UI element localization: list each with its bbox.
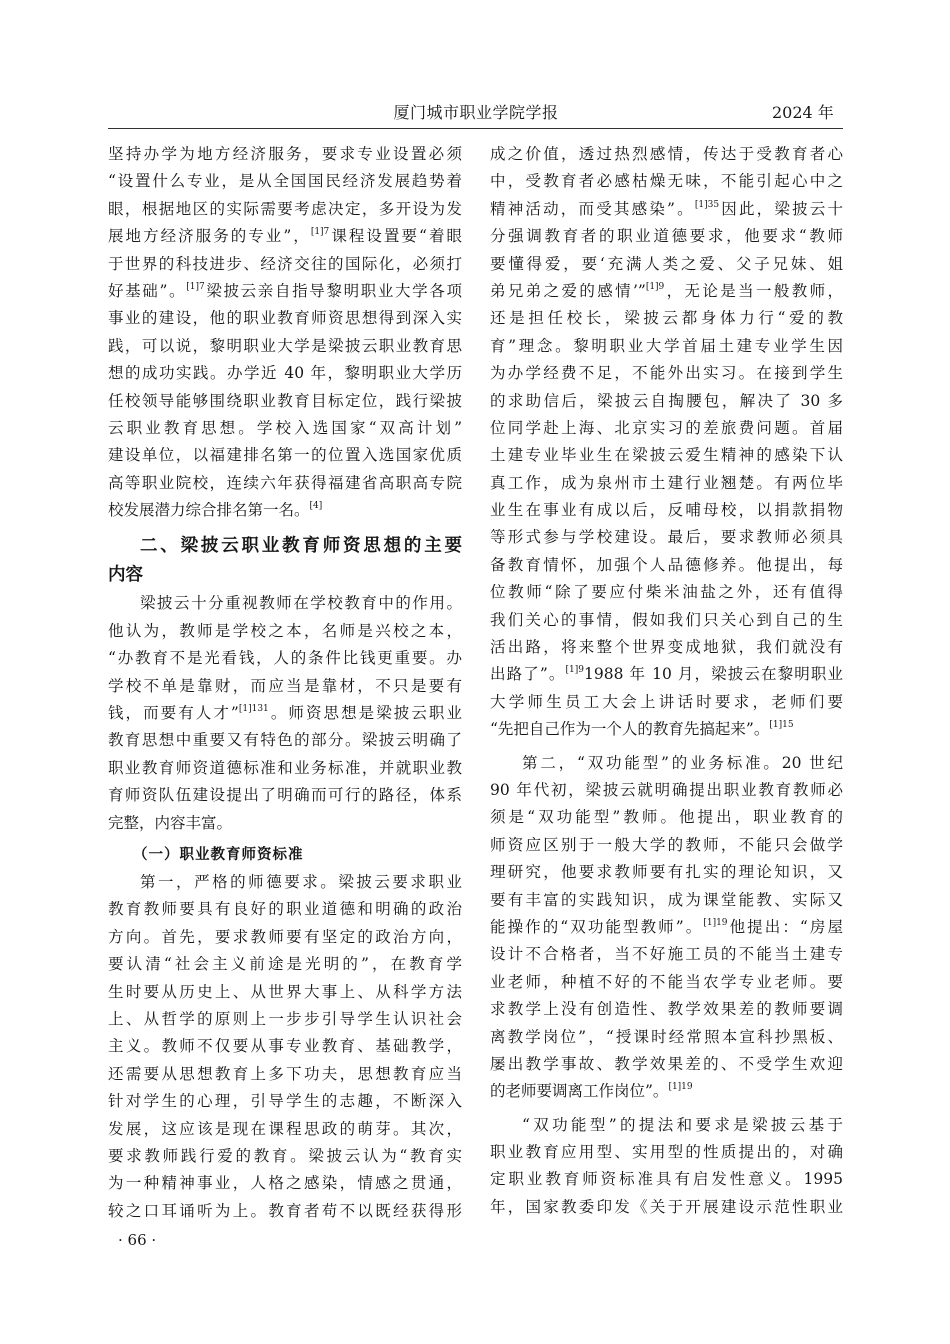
text-run: 要求教师践行爱的教育。梁披云认为“教育实 <box>108 1146 462 1165</box>
text-run: 较之口耳诵听为上。教育者苟不以既经获得形 <box>108 1201 462 1220</box>
citation-superscript: [1]7 <box>186 281 205 292</box>
text-line <box>108 333 462 360</box>
text-line <box>108 755 462 782</box>
text-line <box>108 869 462 896</box>
text-run: 上、从哲学的原则上一步步引导学生认识社会 <box>108 1009 462 1028</box>
text-line <box>490 887 843 914</box>
text-run: 课程设置要“着眼 <box>329 227 462 246</box>
text-line <box>108 782 462 809</box>
text-line <box>108 673 462 700</box>
text-run: 生时要从历史上、从世界大事上、从科学方法 <box>108 982 462 1001</box>
text-line <box>490 750 843 777</box>
text-line <box>108 1143 462 1170</box>
text-line <box>490 1139 843 1166</box>
left-column <box>108 141 462 1225</box>
text-line <box>490 1112 843 1139</box>
text-line <box>490 661 843 688</box>
text-run: 坚持办学为地方经济服务，要求专业设置必须 <box>108 145 462 163</box>
text-line <box>490 914 843 941</box>
text-run: 育”理念。黎明职业大学首届土建专业学生因 <box>490 336 843 355</box>
text-run: “设置什么专业，是从全国国民经济发展趋势着 <box>108 172 462 191</box>
text-line <box>490 1051 843 1078</box>
text-run: 职业教育师资道德标准和业务标准，并就职业教 <box>108 758 462 777</box>
text-run: “先把自己作为一个人的教育先搞起来”。 <box>490 720 770 739</box>
text-run: 位同学赴上海、北京实习的差旅费问题。首届 <box>490 418 843 437</box>
subsection-heading <box>108 841 462 869</box>
text-line <box>108 1033 462 1060</box>
text-run: 高等职业院校，连续六年获得福建省高职高专院 <box>108 473 462 492</box>
text-line <box>490 470 843 497</box>
citation-superscript: [1]19 <box>668 1082 693 1093</box>
text-run: 师资应区别于一般大学的教师，不能只会做学 <box>490 835 843 854</box>
text-run: 展地方经济服务的专业”， <box>108 227 311 246</box>
text-run: 的老师要调离工作岗位”。 <box>490 1082 669 1101</box>
text-run: 还是担任校长，梁披云都身体力行“爱的教 <box>490 309 843 328</box>
text-run: 业老师，种植不好的不能当农学专业老师。要 <box>490 972 843 991</box>
text-line <box>490 1166 843 1193</box>
text-line <box>490 804 843 831</box>
text-line <box>490 634 843 661</box>
section-heading <box>108 532 462 590</box>
text-run: 育师资队伍建设提出了明确而可行的路径，体系 <box>108 786 462 805</box>
text-run: 为一种精神事业，人格之感染，情感之贯通， <box>108 1174 462 1193</box>
text-run: “双功能型”的提法和要求是梁披云基于 <box>522 1115 843 1134</box>
text-line <box>490 278 843 305</box>
text-run: 理研究，他要求教师要有扎实的理论知识，又 <box>490 863 843 882</box>
journal-year: 2024 年 <box>772 103 834 122</box>
text-run: 任校领导能够围绕职业教育目标定位，践行梁披 <box>108 391 462 410</box>
text-run: 活出路，将来整个世界变成地狱，我们就没有 <box>490 638 843 657</box>
text-line <box>108 896 462 923</box>
text-line <box>108 561 462 590</box>
text-run: 大学师生员工大会上讲话时要求，老师们要 <box>490 692 843 711</box>
text-line <box>108 1116 462 1143</box>
text-line <box>490 1194 843 1221</box>
text-run: 完整，内容丰富。 <box>108 813 233 832</box>
text-run: 学校不单是靠财，而应当是靠材，不只是要有 <box>108 676 462 695</box>
text-run: 第二，“双功能型”的业务标准。20 世纪 <box>522 753 843 772</box>
text-run: 备教育情怀，加强个人品德修养。他提出，每 <box>490 555 843 574</box>
text-run: 钱，而要有人才” <box>108 704 239 723</box>
text-line <box>108 951 462 978</box>
page-number: · 66 · <box>118 1231 157 1249</box>
text-run: 要有丰富的实践知识，成为课堂能教、实际又 <box>490 890 843 909</box>
text-run: 内容 <box>108 565 143 586</box>
text-run: 梁披云十分重视教师在学校教育中的作用。 <box>140 594 462 613</box>
paragraph <box>108 590 462 837</box>
text-line <box>108 532 462 561</box>
text-run: 校发展潜力综合排名第一名。 <box>108 501 310 520</box>
text-line <box>490 716 843 743</box>
text-line <box>108 924 462 951</box>
text-run: 践，可以说，黎明职业大学是梁披云职业教育思 <box>108 336 462 355</box>
journal-title: 厦门城市职业学院学报 <box>393 103 559 122</box>
text-line <box>490 223 843 250</box>
citation-superscript: [1]19 <box>703 917 728 928</box>
text-run: ，无论是当一般教师， <box>664 281 843 300</box>
citation-superscript: [1]131 <box>238 703 269 714</box>
text-line <box>490 689 843 716</box>
text-line <box>108 1198 462 1225</box>
text-run: 于世界的科技进步、经济交往的国际化，必须打 <box>108 254 462 273</box>
text-line <box>490 196 843 223</box>
text-line <box>108 251 462 278</box>
text-line <box>108 360 462 387</box>
text-run: 要认清“社会主义前途是光明的”，在教育学 <box>108 955 462 974</box>
text-run: 眼，根据地区的实际需要考虑决定，多开设为发 <box>108 199 462 218</box>
right-column <box>490 141 843 1221</box>
text-run: 梁披云亲自指导黎明职业大学各项 <box>204 281 462 300</box>
text-line <box>490 859 843 886</box>
text-run: 业生在事业有成以后，反哺母校，以捐款捐物 <box>490 501 843 520</box>
citation-superscript: [4] <box>309 500 323 511</box>
text-line <box>490 251 843 278</box>
text-line <box>490 777 843 804</box>
paragraph <box>490 141 843 744</box>
text-line <box>108 415 462 442</box>
text-line <box>108 196 462 223</box>
text-line <box>108 1170 462 1197</box>
text-run: 发展，这应该是现在课程思政的萌芽。其次， <box>108 1119 462 1138</box>
text-run: 须是“双功能型”教师。他提出，职业教育的 <box>490 808 843 827</box>
paragraph <box>490 750 843 1106</box>
citation-superscript: [1]7 <box>310 227 330 238</box>
text-run: 事业的建设，他的职业教育师资思想得到深入实 <box>108 309 462 328</box>
citation-superscript: [1]15 <box>769 720 794 731</box>
text-run: 土建专业毕业生在梁披云爱生精神的感染下认 <box>490 446 843 465</box>
text-run: 云职业教育思想。学校入选国家“双高计划” <box>108 418 462 437</box>
text-run: 真工作，成为泉州市土建行业翘楚。有两位毕 <box>490 473 843 492</box>
text-line <box>108 470 462 497</box>
text-run: 教育思想中重要又有特色的部分。梁披云明确了 <box>108 731 462 750</box>
text-line <box>108 1006 462 1033</box>
text-line <box>108 141 462 168</box>
text-run: 弟兄弟之爱的感情’” <box>490 281 646 300</box>
text-run: 为办学经费不足，不能外出实习。在接到学生 <box>490 364 843 383</box>
text-run: 主义。教师不仅要从事专业教育、基础教学， <box>108 1037 462 1056</box>
text-line <box>490 1024 843 1051</box>
text-run: 的求助信后，梁披云自掏腰包，解决了 30 多 <box>490 391 843 410</box>
paragraph <box>490 1112 843 1222</box>
text-run: 还需要从思想教育上多下功夫，思想教育应当 <box>108 1064 462 1083</box>
text-run: 离教学岗位”，“授课时经常照本宣科抄黑板、 <box>490 1027 843 1046</box>
text-line <box>108 810 462 837</box>
text-line <box>108 841 462 869</box>
text-run: 他提出：“房屋 <box>727 917 843 936</box>
text-line <box>490 524 843 551</box>
text-line <box>490 552 843 579</box>
text-run: 出路了”。 <box>490 665 566 684</box>
text-line <box>108 590 462 617</box>
text-run: 屡出教学事故、教学效果差的、不受学生欢迎 <box>490 1054 843 1073</box>
text-run: 第一，严格的师德要求。梁披云要求职业 <box>140 872 462 891</box>
text-line <box>490 333 843 360</box>
text-line <box>490 360 843 387</box>
text-line <box>490 415 843 442</box>
text-line <box>490 1078 843 1105</box>
text-run: 想的成功实践。办学近 40 年，黎明职业大学历 <box>108 364 462 383</box>
text-line <box>490 941 843 968</box>
text-run: 中，受教育者必感枯燥无味，不能引起心中之 <box>490 172 843 191</box>
text-line <box>108 278 462 305</box>
paragraph <box>108 141 462 524</box>
text-line <box>490 832 843 859</box>
text-line <box>490 388 843 415</box>
text-line <box>108 1061 462 1088</box>
text-run: 好基础”。 <box>108 281 187 300</box>
text-line <box>108 168 462 195</box>
text-run: 位教师“除了要应付柴米油盐之外，还有值得 <box>490 583 843 602</box>
text-run: 因此，梁披云十 <box>719 199 843 218</box>
text-line <box>108 388 462 415</box>
text-run: 能操作的“双功能型教师”。 <box>490 917 704 936</box>
text-run: 精神活动，而受其感染”。 <box>490 199 695 218</box>
text-run: 等形式参与学校建设。最后，要求教师必须具 <box>490 528 843 547</box>
citation-superscript: [1]9 <box>645 281 665 292</box>
text-run: 职业教育应用型、实用型的性质提出的，对确 <box>490 1143 843 1162</box>
citation-superscript: [1]9 <box>565 665 584 676</box>
text-line <box>108 442 462 469</box>
text-line <box>490 607 843 634</box>
text-run: 年，国家教委印发《关于开展建设示范性职业 <box>490 1197 843 1216</box>
text-line <box>490 579 843 606</box>
text-line <box>108 979 462 1006</box>
text-run: 二、梁披云职业教育师资思想的主要 <box>140 536 462 557</box>
text-line <box>108 618 462 645</box>
text-run: 1988 年 10 月，梁披云在黎明职业 <box>584 665 843 684</box>
text-run: 设计不合格者，当不好施工员的不能当土建专 <box>490 945 843 964</box>
text-run: 要懂得爱，要‘充满人类之爱、父子兄妹、姐 <box>490 254 843 273</box>
text-line <box>490 305 843 332</box>
text-line <box>490 442 843 469</box>
text-run: 90 年代初，梁披云就明确提出职业教育教师必 <box>490 780 843 799</box>
text-run: 方向。首先，要求教师要有坚定的政治方向， <box>108 927 462 946</box>
text-run: 求教学上没有创造性、教学效果差的教师要调 <box>490 1000 843 1019</box>
text-run: 我们关心的事情，假如我们只关心到自己的生 <box>490 610 843 629</box>
text-line <box>490 497 843 524</box>
text-line <box>490 969 843 996</box>
text-line <box>108 223 462 250</box>
text-run: 分强调教育者的职业道德要求，他要求“教师 <box>490 227 843 246</box>
header-rule <box>108 128 843 129</box>
text-run: 针对学生的心理，引导学生的志趣，不断深入 <box>108 1092 462 1111</box>
paragraph <box>108 869 462 1225</box>
text-run: 建设单位，以福建排名第一的位置入选国家优质 <box>108 446 462 465</box>
text-run: 。师资思想是梁披云职业 <box>268 704 462 723</box>
text-run: 成之价值，透过热烈感情，传达于受教育者心 <box>490 145 843 163</box>
text-line <box>108 727 462 754</box>
text-line <box>490 168 843 195</box>
text-line <box>108 305 462 332</box>
text-run: 他认为，教师是学校之本，名师是兴校之本， <box>108 621 462 640</box>
text-line <box>108 645 462 672</box>
text-run: （一）职业教育师资标准 <box>133 846 304 863</box>
text-line <box>490 996 843 1023</box>
text-line <box>490 141 843 168</box>
text-run: “办教育不是光看钱，人的条件比钱更重要。办 <box>108 649 462 668</box>
text-line <box>108 497 462 524</box>
citation-superscript: [1]35 <box>694 199 720 210</box>
text-run: 定职业教育师资标准具有启发性意义。1995 <box>490 1170 843 1189</box>
text-run: 教育教师要具有良好的职业道德和明确的政治 <box>108 900 462 919</box>
text-line <box>108 700 462 727</box>
text-line <box>108 1088 462 1115</box>
